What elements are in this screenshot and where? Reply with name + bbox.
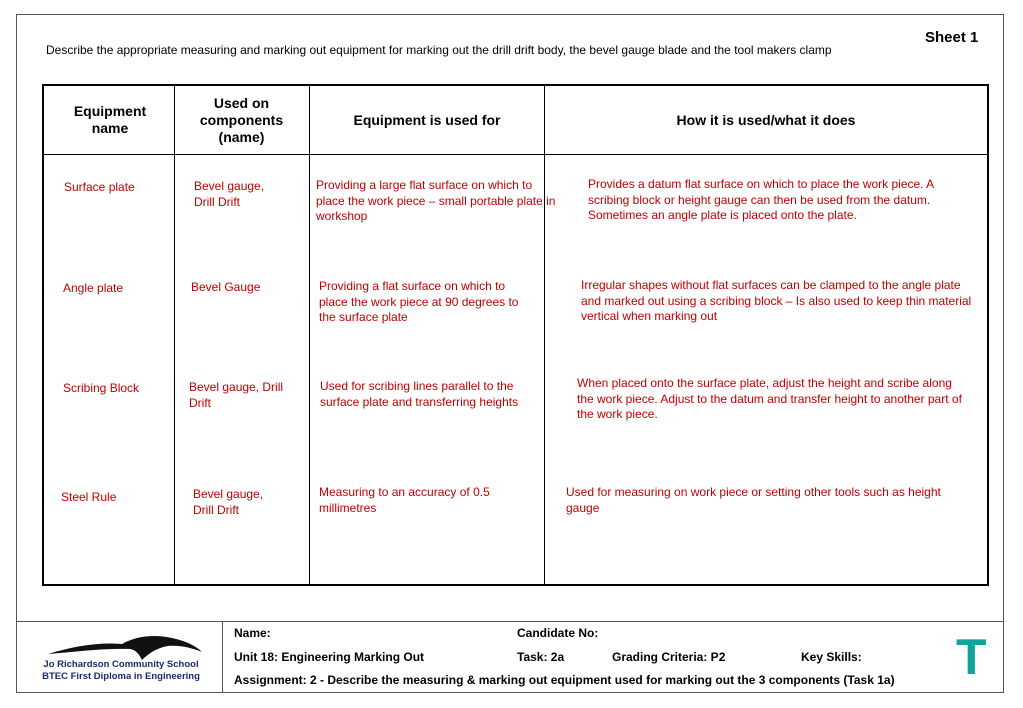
task-label: Task: 2a <box>517 650 565 664</box>
t-logo: T <box>956 629 987 685</box>
footer-divider <box>17 621 1003 622</box>
header-divider <box>44 154 987 155</box>
row-steel-rule-equipment: Steel Rule <box>61 490 117 504</box>
row-scribing-block-equipment: Scribing Block <box>63 381 140 395</box>
column-divider <box>544 86 545 584</box>
row-surface-plate-equipment: Surface plate <box>64 180 135 194</box>
assignment-label: Assignment: 2 - Describe the measuring & marking out equipment used for marking out the 3 components (Task 1a) <box>234 673 895 687</box>
header-equipment-name: Equipment name <box>73 103 147 136</box>
name-label: Name: <box>234 626 271 640</box>
row-scribing-block-used-for: Used for scribing lines parallel to the surface plate and transferring heights <box>320 379 519 409</box>
row-angle-plate-used-for: Providing a flat surface on which to place the work piece at 90 degrees to the surface plate <box>319 279 519 324</box>
instruction-text: Describe the appropriate measuring and marking out equipment for marking out the drill drift body, the bevel gauge blade and the tool makers clamp <box>46 43 832 57</box>
school-name: Jo Richardson Community School <box>43 659 199 670</box>
course-name: BTEC First Diploma in Engineering <box>42 671 200 682</box>
row-surface-plate-used-for: Providing a large flat surface on which to place the work piece – small portable plate in workshop <box>316 178 556 223</box>
row-angle-plate-equipment: Angle plate <box>63 281 124 295</box>
grading-criteria-label: Grading Criteria: P2 <box>612 650 726 664</box>
equipment-table <box>42 84 989 586</box>
bird-logo-icon <box>44 632 204 662</box>
column-divider <box>174 86 175 584</box>
header-how-used: How it is used/what it does <box>676 111 856 128</box>
row-steel-rule-how: Used for measuring on work piece or setting other tools such as height gauge <box>566 485 941 515</box>
row-steel-rule-used-for: Measuring to an accuracy of 0.5 millimetres <box>319 485 490 515</box>
sheet-label: Sheet 1 <box>925 29 979 46</box>
row-angle-plate-components: Bevel Gauge <box>191 280 261 294</box>
row-surface-plate-components: Bevel gauge, Drill Drift <box>194 179 265 209</box>
row-angle-plate-how: Irregular shapes without flat surfaces can be clamped to the angle plate and marked out using a scribing block – Is also used to keep thin material vertical when marking out <box>581 278 972 323</box>
column-divider <box>309 86 310 584</box>
footer-column-divider <box>222 621 223 692</box>
school-info <box>22 659 220 683</box>
row-scribing-block-how: When placed onto the surface plate, adjust the height and scribe along the work piece. Adjust to the datum and transfer height to another part of the work piece. <box>577 376 962 421</box>
unit-label: Unit 18: Engineering Marking Out <box>234 650 425 664</box>
row-surface-plate-how: Provides a datum flat surface on which to place the work piece. A scribing block or height gauge can then be used from the datum. Sometimes an angle plate is placed onto the plate. <box>588 177 934 222</box>
candidate-number-label: Candidate No: <box>517 626 599 640</box>
row-scribing-block-components: Bevel gauge, Drill Drift <box>189 380 284 410</box>
header-used-for: Equipment is used for <box>353 111 501 128</box>
header-used-on: Used on components (name) <box>199 94 284 145</box>
key-skills-label: Key Skills: <box>801 650 862 664</box>
row-steel-rule-components: Bevel gauge, Drill Drift <box>193 487 264 517</box>
